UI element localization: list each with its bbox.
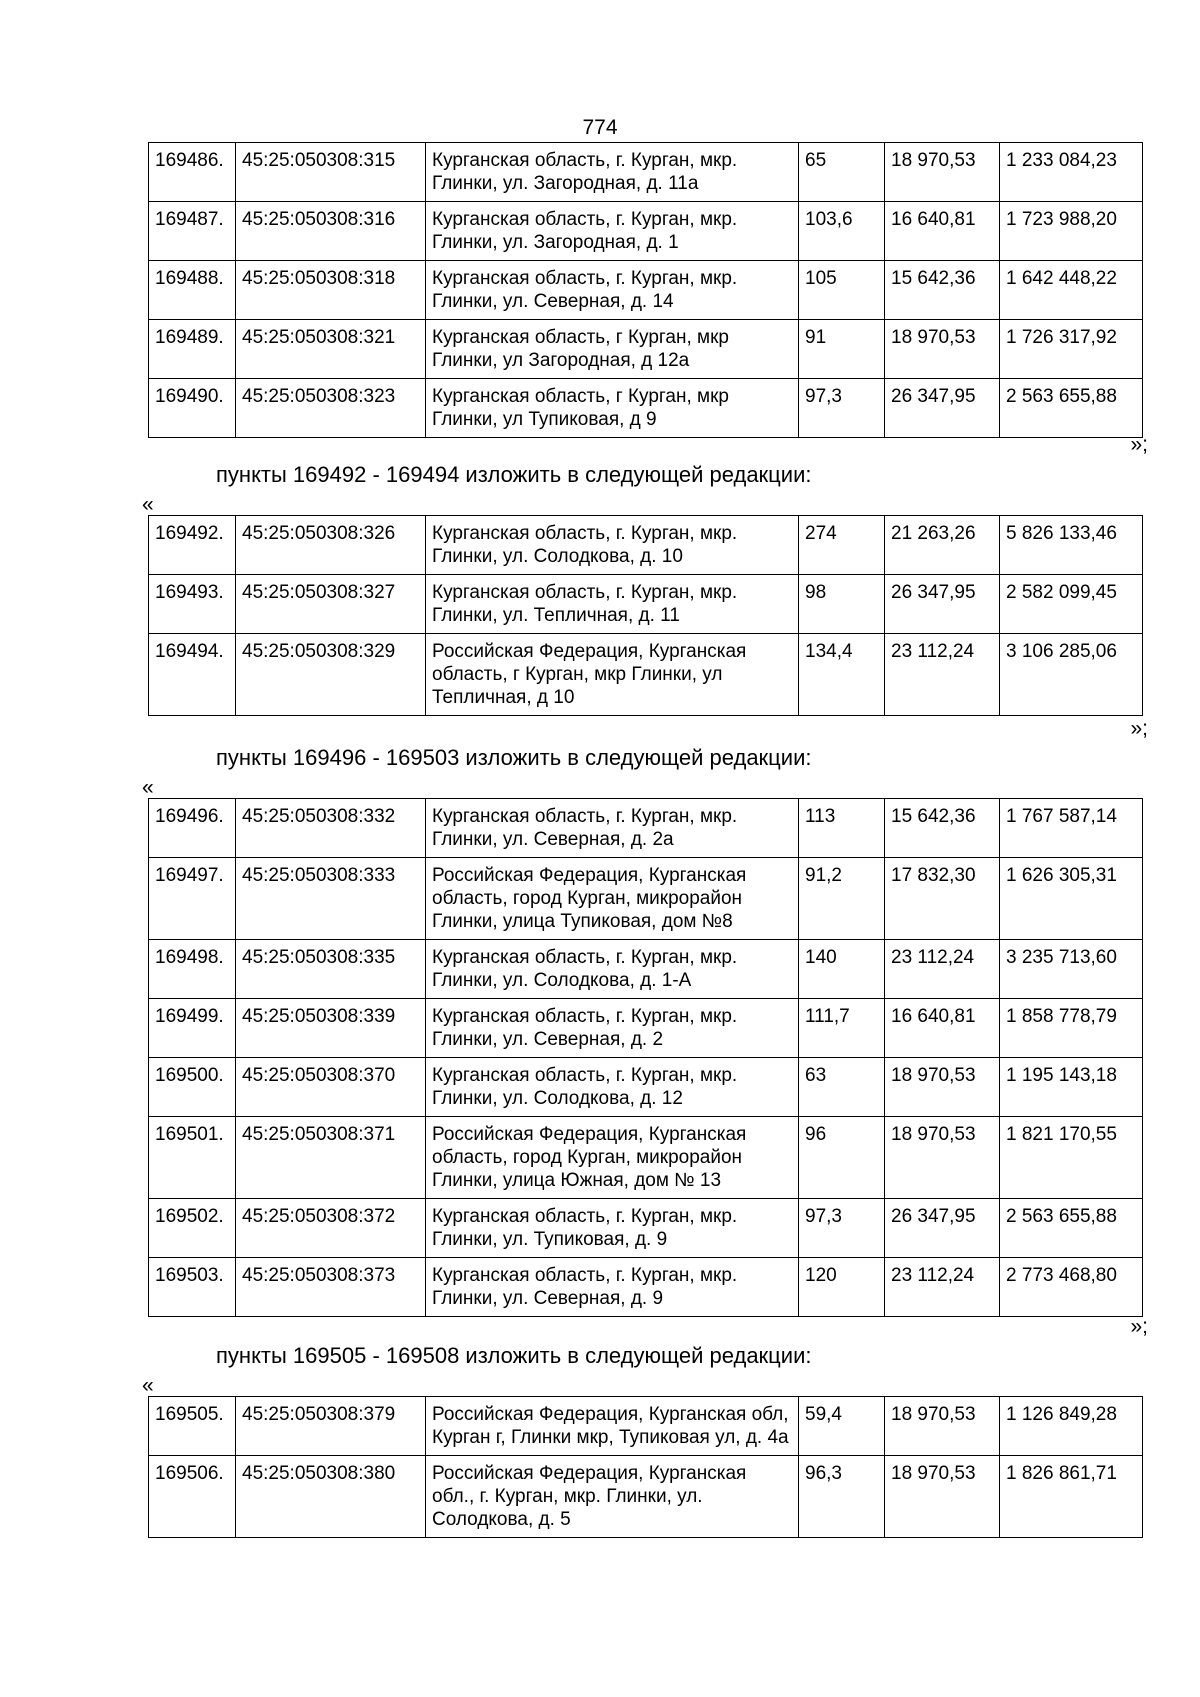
- cadastral-value-cell: 1 126 849,28: [1000, 1397, 1143, 1456]
- unit-value-cell: 18 970,53: [885, 143, 1000, 202]
- cadastral-value-cell: 2 773 468,80: [1000, 1258, 1143, 1317]
- table-row: [149, 575, 1143, 634]
- unit-value-cell: 15 642,36: [885, 261, 1000, 320]
- address-cell: Российская Федерация, Курганская область, город Курган, микрорайон Глинки, улица Тупиковая, дом №8: [426, 858, 799, 940]
- unit-value-cell: 18 970,53: [885, 1058, 1000, 1117]
- unit-value-cell: 26 347,95: [885, 1199, 1000, 1258]
- cadastral-number-cell: 45:25:050308:323: [236, 379, 426, 438]
- cadastral-number-cell: 45:25:050308:335: [236, 940, 426, 999]
- cadastral-value-cell: 1 723 988,20: [1000, 202, 1143, 261]
- area-cell: 91,2: [799, 858, 885, 940]
- area-cell: 134,4: [799, 634, 885, 716]
- area-cell: 96,3: [799, 1456, 885, 1538]
- area-cell: 63: [799, 1058, 885, 1117]
- closing-quote: »;: [1130, 717, 1148, 740]
- unit-value-cell: 18 970,53: [885, 1456, 1000, 1538]
- page-number: 774: [582, 116, 618, 139]
- cadastral-value-cell: 1 821 170,55: [1000, 1117, 1143, 1199]
- table-row: [149, 1258, 1143, 1317]
- cadastral-value-cell: 5 826 133,46: [1000, 516, 1143, 575]
- table-row: [149, 1058, 1143, 1117]
- row-number-cell: 169488.: [149, 261, 236, 320]
- closing-quote: »;: [1130, 433, 1148, 456]
- area-cell: 140: [799, 940, 885, 999]
- unit-value-cell: 16 640,81: [885, 202, 1000, 261]
- unit-value-cell: 23 112,24: [885, 1258, 1000, 1317]
- cadastral-number-cell: 45:25:050308:316: [236, 202, 426, 261]
- row-number-cell: 169487.: [149, 202, 236, 261]
- address-cell: Курганская область, г. Курган, мкр. Глинки, ул. Северная, д. 2а: [426, 799, 799, 858]
- cadastral-number-cell: 45:25:050308:371: [236, 1117, 426, 1199]
- row-number-cell: 169506.: [149, 1456, 236, 1538]
- cadastral-number-cell: 45:25:050308:373: [236, 1258, 426, 1317]
- address-cell: Российская Федерация, Курганская область, г Курган, мкр Глинки, ул Тепличная, д 10: [426, 634, 799, 716]
- address-cell: Курганская область, г. Курган, мкр. Глинки, ул. Загородная, д. 11а: [426, 143, 799, 202]
- row-number-cell: 169490.: [149, 379, 236, 438]
- address-cell: Российская Федерация, Курганская область, город Курган, микрорайон Глинки, улица Южная, дом № 13: [426, 1117, 799, 1199]
- area-cell: 105: [799, 261, 885, 320]
- table-row: [149, 1456, 1143, 1538]
- address-cell: Курганская область, г. Курган, мкр. Глинки, ул. Солодкова, д. 12: [426, 1058, 799, 1117]
- address-cell: Курганская область, г. Курган, мкр. Глинки, ул. Тупиковая, д. 9: [426, 1199, 799, 1258]
- row-number-cell: 169493.: [149, 575, 236, 634]
- row-number-cell: 169502.: [149, 1199, 236, 1258]
- unit-value-cell: 23 112,24: [885, 634, 1000, 716]
- opening-quote: «: [142, 493, 154, 516]
- cadastral-number-cell: 45:25:050308:321: [236, 320, 426, 379]
- row-number-cell: 169500.: [149, 1058, 236, 1117]
- cadastral-value-cell: 1 826 861,71: [1000, 1456, 1143, 1538]
- table-row: [149, 320, 1143, 379]
- area-cell: 113: [799, 799, 885, 858]
- property-table-4: [148, 1396, 1143, 1538]
- cadastral-number-cell: 45:25:050308:326: [236, 516, 426, 575]
- table-row: [149, 261, 1143, 320]
- unit-value-cell: 18 970,53: [885, 320, 1000, 379]
- cadastral-value-cell: 3 106 285,06: [1000, 634, 1143, 716]
- cadastral-number-cell: 45:25:050308:333: [236, 858, 426, 940]
- row-number-cell: 169505.: [149, 1397, 236, 1456]
- area-cell: 65: [799, 143, 885, 202]
- cadastral-number-cell: 45:25:050308:318: [236, 261, 426, 320]
- cadastral-value-cell: 1 642 448,22: [1000, 261, 1143, 320]
- row-number-cell: 169486.: [149, 143, 236, 202]
- unit-value-cell: 23 112,24: [885, 940, 1000, 999]
- cadastral-value-cell: 1 626 305,31: [1000, 858, 1143, 940]
- cadastral-value-cell: 1 195 143,18: [1000, 1058, 1143, 1117]
- area-cell: 59,4: [799, 1397, 885, 1456]
- address-cell: Российская Федерация, Курганская обл, Курган г, Глинки мкр, Тупиковая ул, д. 4а: [426, 1397, 799, 1456]
- area-cell: 91: [799, 320, 885, 379]
- row-number-cell: 169489.: [149, 320, 236, 379]
- table-row: [149, 379, 1143, 438]
- cadastral-number-cell: 45:25:050308:329: [236, 634, 426, 716]
- cadastral-number-cell: 45:25:050308:327: [236, 575, 426, 634]
- address-cell: Курганская область, г Курган, мкр Глинки, ул Загородная, д 12а: [426, 320, 799, 379]
- cadastral-number-cell: 45:25:050308:315: [236, 143, 426, 202]
- cadastral-value-cell: 1 726 317,92: [1000, 320, 1143, 379]
- amendment-instruction-1: пункты 169492 - 169494 изложить в следующей редакции:: [216, 462, 812, 487]
- table-row: [149, 516, 1143, 575]
- table-row: [149, 634, 1143, 716]
- table-row: [149, 143, 1143, 202]
- unit-value-cell: 26 347,95: [885, 575, 1000, 634]
- row-number-cell: 169498.: [149, 940, 236, 999]
- property-table-1: [148, 142, 1143, 438]
- unit-value-cell: 17 832,30: [885, 858, 1000, 940]
- address-cell: Курганская область, г. Курган, мкр. Глинки, ул. Солодкова, д. 10: [426, 516, 799, 575]
- property-table-3: [148, 798, 1143, 1317]
- cadastral-number-cell: 45:25:050308:379: [236, 1397, 426, 1456]
- row-number-cell: 169497.: [149, 858, 236, 940]
- row-number-cell: 169499.: [149, 999, 236, 1058]
- row-number-cell: 169501.: [149, 1117, 236, 1199]
- address-cell: Курганская область, г. Курган, мкр. Глинки, ул. Тепличная, д. 11: [426, 575, 799, 634]
- opening-quote: «: [142, 776, 154, 799]
- cadastral-number-cell: 45:25:050308:370: [236, 1058, 426, 1117]
- address-cell: Курганская область, г. Курган, мкр. Глинки, ул. Загородная, д. 1: [426, 202, 799, 261]
- cadastral-number-cell: 45:25:050308:339: [236, 999, 426, 1058]
- property-table-2: [148, 515, 1143, 716]
- area-cell: 96: [799, 1117, 885, 1199]
- cadastral-value-cell: 2 563 655,88: [1000, 379, 1143, 438]
- table-row: [149, 1199, 1143, 1258]
- cadastral-number-cell: 45:25:050308:332: [236, 799, 426, 858]
- area-cell: 120: [799, 1258, 885, 1317]
- address-cell: Курганская область, г. Курган, мкр. Глинки, ул. Северная, д. 2: [426, 999, 799, 1058]
- area-cell: 274: [799, 516, 885, 575]
- unit-value-cell: 15 642,36: [885, 799, 1000, 858]
- area-cell: 97,3: [799, 379, 885, 438]
- table-row: [149, 940, 1143, 999]
- cadastral-value-cell: 1 233 084,23: [1000, 143, 1143, 202]
- opening-quote: «: [142, 1374, 154, 1397]
- amendment-instruction-2: пункты 169496 - 169503 изложить в следующей редакции:: [216, 745, 812, 770]
- row-number-cell: 169494.: [149, 634, 236, 716]
- unit-value-cell: 18 970,53: [885, 1397, 1000, 1456]
- address-cell: Курганская область, г. Курган, мкр. Глинки, ул. Северная, д. 9: [426, 1258, 799, 1317]
- table-row: [149, 799, 1143, 858]
- closing-quote: »;: [1130, 1315, 1148, 1338]
- unit-value-cell: 16 640,81: [885, 999, 1000, 1058]
- area-cell: 97,3: [799, 1199, 885, 1258]
- cadastral-value-cell: 3 235 713,60: [1000, 940, 1143, 999]
- unit-value-cell: 26 347,95: [885, 379, 1000, 438]
- table-row: [149, 999, 1143, 1058]
- area-cell: 111,7: [799, 999, 885, 1058]
- row-number-cell: 169496.: [149, 799, 236, 858]
- area-cell: 103,6: [799, 202, 885, 261]
- cadastral-value-cell: 2 563 655,88: [1000, 1199, 1143, 1258]
- table-row: [149, 858, 1143, 940]
- row-number-cell: 169503.: [149, 1258, 236, 1317]
- cadastral-value-cell: 1 858 778,79: [1000, 999, 1143, 1058]
- cadastral-value-cell: 1 767 587,14: [1000, 799, 1143, 858]
- address-cell: Курганская область, г. Курган, мкр. Глинки, ул. Солодкова, д. 1-А: [426, 940, 799, 999]
- table-row: [149, 202, 1143, 261]
- unit-value-cell: 21 263,26: [885, 516, 1000, 575]
- area-cell: 98: [799, 575, 885, 634]
- table-row: [149, 1397, 1143, 1456]
- unit-value-cell: 18 970,53: [885, 1117, 1000, 1199]
- row-number-cell: 169492.: [149, 516, 236, 575]
- cadastral-number-cell: 45:25:050308:372: [236, 1199, 426, 1258]
- address-cell: Курганская область, г Курган, мкр Глинки, ул Тупиковая, д 9: [426, 379, 799, 438]
- table-row: [149, 1117, 1143, 1199]
- address-cell: Российская Федерация, Курганская обл., г. Курган, мкр. Глинки, ул. Солодкова, д. 5: [426, 1456, 799, 1538]
- address-cell: Курганская область, г. Курган, мкр. Глинки, ул. Северная, д. 14: [426, 261, 799, 320]
- amendment-instruction-3: пункты 169505 - 169508 изложить в следующей редакции:: [216, 1343, 812, 1368]
- cadastral-value-cell: 2 582 099,45: [1000, 575, 1143, 634]
- cadastral-number-cell: 45:25:050308:380: [236, 1456, 426, 1538]
